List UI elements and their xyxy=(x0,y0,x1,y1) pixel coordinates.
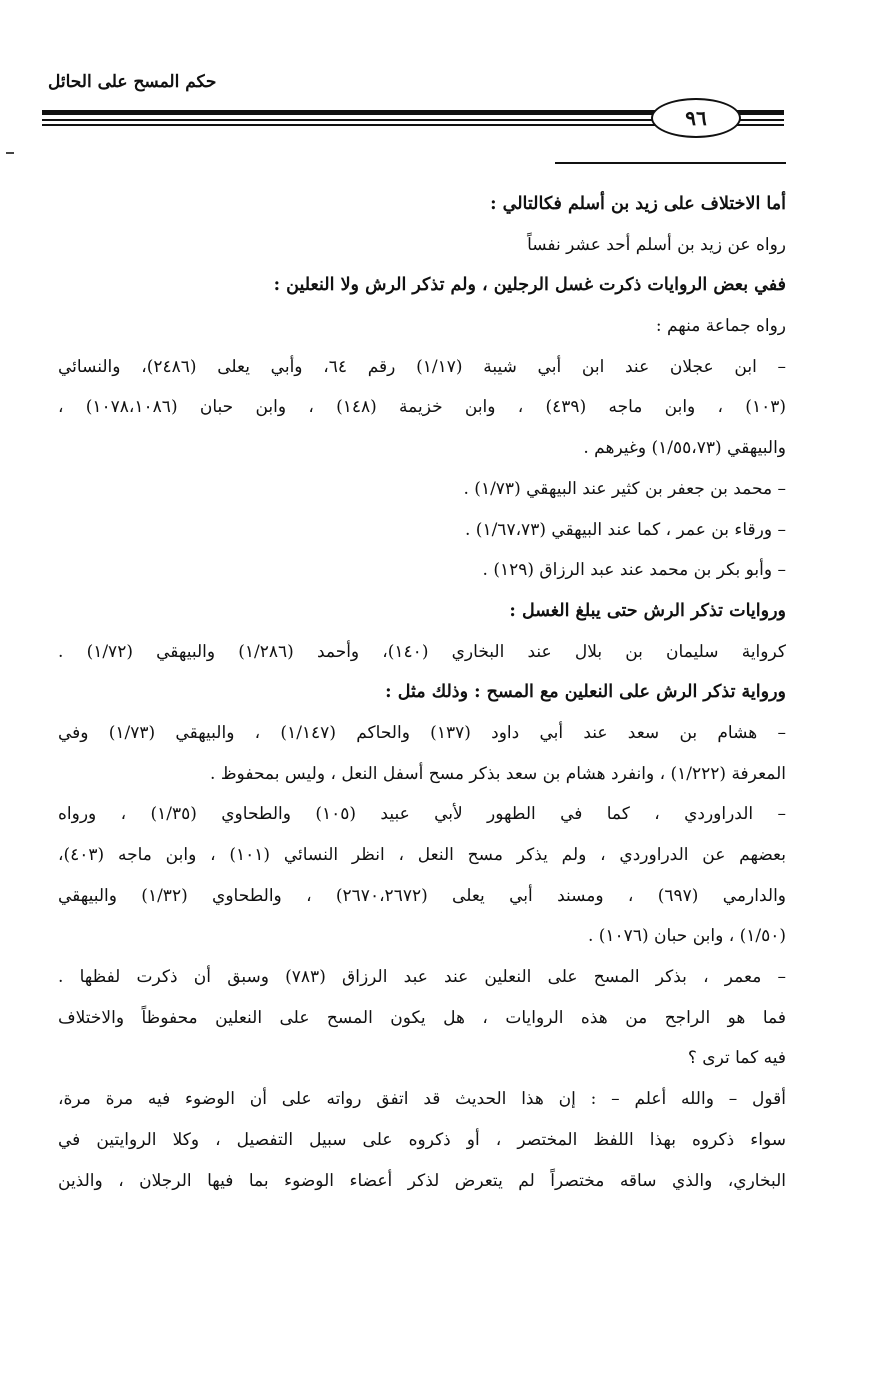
text-line: سواء ذكروه بهذا اللفظ المختصر ، أو ذكروه على سبيل التفصيل ، وكلا الروايتين في xyxy=(58,1129,786,1150)
text-line: رواه جماعة منهم : xyxy=(655,316,786,337)
text-line: – ابن عجلان عند ابن أبي شيبة (١/١٧) رقم ٦٤، وأبي يعلى (٢٤٨٦)، والنسائي xyxy=(58,356,786,377)
page-number: ٩٦ xyxy=(685,106,707,130)
text-line: (١/٥٠) ، وابن حبان (١٠٧٦) . xyxy=(587,926,786,947)
text-line: – الدراوردي ، كما في الطهور لأبي عبيد (١٠٥) والطحاوي (١/٣٥) ، ورواه xyxy=(58,804,786,825)
text-line: فما هو الراجح من هذه الروايات ، هل يكون المسح على النعلين محفوظاً والاختلاف xyxy=(58,1007,786,1028)
text-line: (١٠٣) ، وابن ماجه (٤٣٩) ، وابن خزيمة (١٤٨) ، وابن حبان (١٠٧٨،١٠٨٦) ، xyxy=(58,397,786,418)
section-heading-line: ورواية تذكر الرش على النعلين مع المسح : وذلك مثل : xyxy=(385,682,786,703)
text-line: كرواية سليمان بن بلال عند البخاري (١٤٠)، وأحمد (١/٢٨٦) والبيهقي (١/٧٢) . xyxy=(58,641,786,662)
text-line: رواه عن زيد بن أسلم أحد عشر نفساً xyxy=(527,234,786,255)
text-line: والدارمي (٦٩٧) ، ومسند أبي يعلى (٢٦٧٠،٢٦٧٢) ، والطحاوي (١/٣٢) والبيهقي xyxy=(58,885,786,906)
text-line: – معمر ، بذكر المسح على النعلين عند عبد الرزاق (٧٨٣) وسبق أن ذكرت لفظها . xyxy=(58,967,786,988)
text-line: والبيهقي (١/٥٥،٧٣) وغيرهم . xyxy=(583,438,786,459)
text-line: البخاري، والذي ساقه مختصراً لم يتعرض لذكر أعضاء الوضوء بما فيها الرجلان ، والذين xyxy=(58,1170,786,1191)
section-heading-line: ففي بعض الروايات ذكرت غسل الرجلين ، ولم تذكر الرش ولا النعلين : xyxy=(273,275,786,296)
text-line: بعضهم عن الدراوردي ، ولم يذكر مسح النعل ، انظر النسائي (١٠١) ، وابن ماجه (٤٠٣)، xyxy=(58,845,786,865)
margin-mark xyxy=(6,152,14,154)
section-heading-line: وروايات تذكر الرش حتى يبلغ الغسل : xyxy=(509,600,786,621)
text-line: – هشام بن سعد عند أبي داود (١٣٧) والحاكم (١/١٤٧) ، والبيهقي (١/٧٣) وفي xyxy=(58,722,786,743)
text-line: فيه كما ترى ؟ xyxy=(687,1048,786,1069)
text-line: – ورقاء بن عمر ، كما عند البيهقي (١/٦٧،٧٣) . xyxy=(465,519,786,540)
text-line: – محمد بن جعفر بن كثير عند البيهقي (١/٧٣) . xyxy=(463,478,786,499)
running-header-title: حكم المسح على الحائل xyxy=(48,72,217,92)
separator-rule xyxy=(555,162,786,164)
page-number-badge xyxy=(651,98,741,138)
text-line: – وأبو بكر بن محمد عند عبد الرزاق (١٢٩) . xyxy=(482,560,786,581)
text-line: المعرفة (١/٢٢٢) ، وانفرد هشام بن سعد بذكر مسح أسفل النعل ، وليس بمحفوظ . xyxy=(210,763,786,784)
body-text xyxy=(58,184,786,1201)
text-line: أقول – والله أعلم – : إن هذا الحديث قد اتفق رواته على أن الوضوء فيه مرة مرة، xyxy=(58,1089,786,1110)
section-heading-line: أما الاختلاف على زيد بن أسلم فكالتالي : xyxy=(490,194,786,214)
